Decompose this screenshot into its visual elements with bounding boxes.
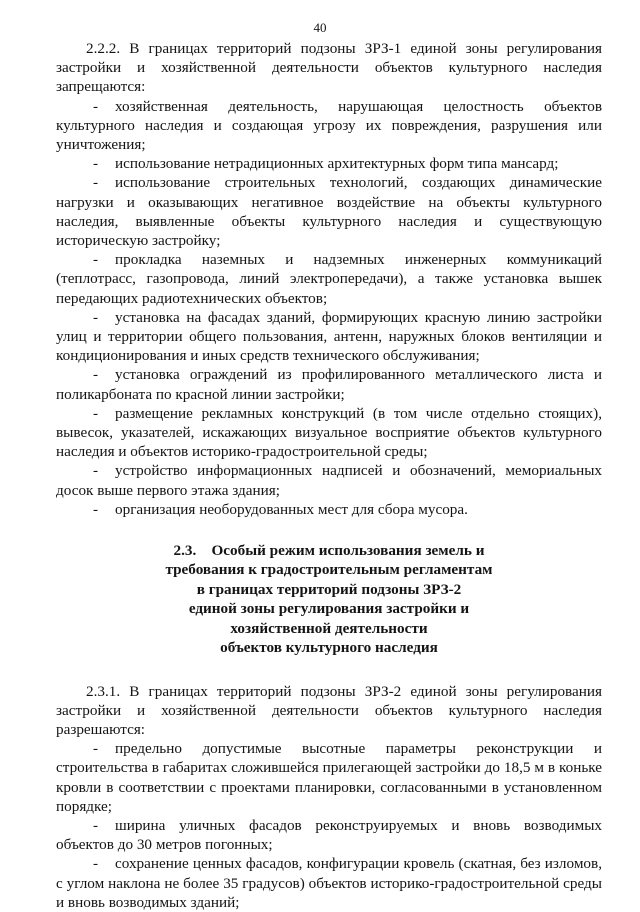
list-item <box>56 816 602 854</box>
bullet-dash: - <box>93 462 99 480</box>
list-item-text: установка на фасадах зданий, формирующих красную линию застройки улиц и территории общего пользования, антенн, наружных блоков вентиляции и кондиционирования и иных средств технического обслуживания; <box>56 308 602 365</box>
bullet-dash: - <box>93 740 99 758</box>
section-2-3-1-intro: 2.3.1. В границах территорий подзоны ЗРЗ-2 единой зоны регулирования застройки и хозяйственной деятельности объектов культурного наследия разрешаются: <box>56 682 602 738</box>
list-item <box>56 461 602 499</box>
list-item <box>56 173 602 250</box>
bullet-dash: - <box>93 816 99 834</box>
section-2-3-1-list <box>56 739 602 912</box>
list-item-text: ширина уличных фасадов реконструируемых и вновь возводимых объектов до 30 метров погонных; <box>56 816 602 854</box>
bullet-dash: - <box>93 97 99 115</box>
list-item-text: прокладка наземных и надземных инженерных коммуникаций (теплотрасс, газопровода, линий электропередачи), а также установка вышек передающих радиотехнических объектов; <box>56 251 602 307</box>
list-item <box>56 308 602 366</box>
heading-line: требования к градостроительным регламентам <box>165 561 493 579</box>
heading-line: объектов культурного наследия <box>220 639 438 657</box>
bullet-dash: - <box>93 404 99 422</box>
section-2-3-heading <box>56 541 602 657</box>
section-2-2-2-list <box>56 97 602 519</box>
list-item <box>56 154 602 173</box>
list-item-text: установка ограждений из профилированного металлического листа и поликарбоната по красной линии застройки; <box>56 366 602 403</box>
heading-line: хозяйственной деятельности <box>230 619 428 637</box>
list-item-text: предельно допустимые высотные параметры реконструкции и строительства в габаритах сложившейся прилегающей застройки до 18,5 м в коньке кровли в соответствии с проектами планировки, согласованными в установленном порядке; <box>56 740 602 815</box>
bullet-dash: - <box>93 855 99 873</box>
bullet-dash: - <box>93 251 99 269</box>
list-item <box>56 97 602 155</box>
heading-line: в границах территорий подзоны ЗРЗ-2 <box>196 580 462 598</box>
list-item <box>56 365 602 403</box>
heading-line: 2.3. Особый режим использования земель и <box>173 542 485 560</box>
list-item-text: использование строительных технологий, создающих динамические нагрузки и оказывающих негативное воздействие на объекты культурного наследия, выявленные объекты культурного наследия и существующую историческую застройку; <box>56 174 602 250</box>
bullet-dash: - <box>93 366 99 384</box>
bullet-dash: - <box>93 308 99 326</box>
list-item <box>56 500 602 519</box>
spacer <box>56 658 602 682</box>
list-item-text: организация необорудованных мест для сбора мусора. <box>115 500 468 518</box>
list-item-text: хозяйственная деятельность, нарушающая целостность объектов культурного наследия и создающая угрозу их повреждения, разрушения или уничтожения; <box>56 97 602 154</box>
list-item-text: сохранение ценных фасадов, конфигурации кровель (скатная, без изломов, с углом наклона не более 35 градусов) объектов историко-градостроительной среды и вновь возводимых зданий; <box>56 855 602 911</box>
list-item-text: размещение рекламных конструкций (в том числе отдельно стоящих), вывесок, указателей, искажающих визуальное восприятие объектов культурного наследия и объектов историко-градостроительной среды; <box>56 404 602 461</box>
list-item-text: использование нетрадиционных архитектурных форм типа мансард; <box>115 155 559 173</box>
page-number: 40 <box>313 20 327 35</box>
section-2-2-2-intro: 2.2.2. В границах территорий подзоны ЗРЗ-1 единой зоны регулирования застройки и хозяйственной деятельности объектов культурного наследия запрещаются: <box>56 40 602 96</box>
list-item <box>56 854 602 912</box>
bullet-dash: - <box>93 155 99 173</box>
list-item <box>56 739 602 816</box>
list-item <box>56 250 602 308</box>
heading-line: единой зоны регулирования застройки и <box>188 600 470 618</box>
list-item <box>56 404 602 462</box>
list-item-text: устройство информационных надписей и обозначений, мемориальных досок выше первого этажа здания; <box>56 462 602 499</box>
document-body <box>56 39 602 912</box>
bullet-dash: - <box>93 174 99 192</box>
bullet-dash: - <box>93 500 99 518</box>
